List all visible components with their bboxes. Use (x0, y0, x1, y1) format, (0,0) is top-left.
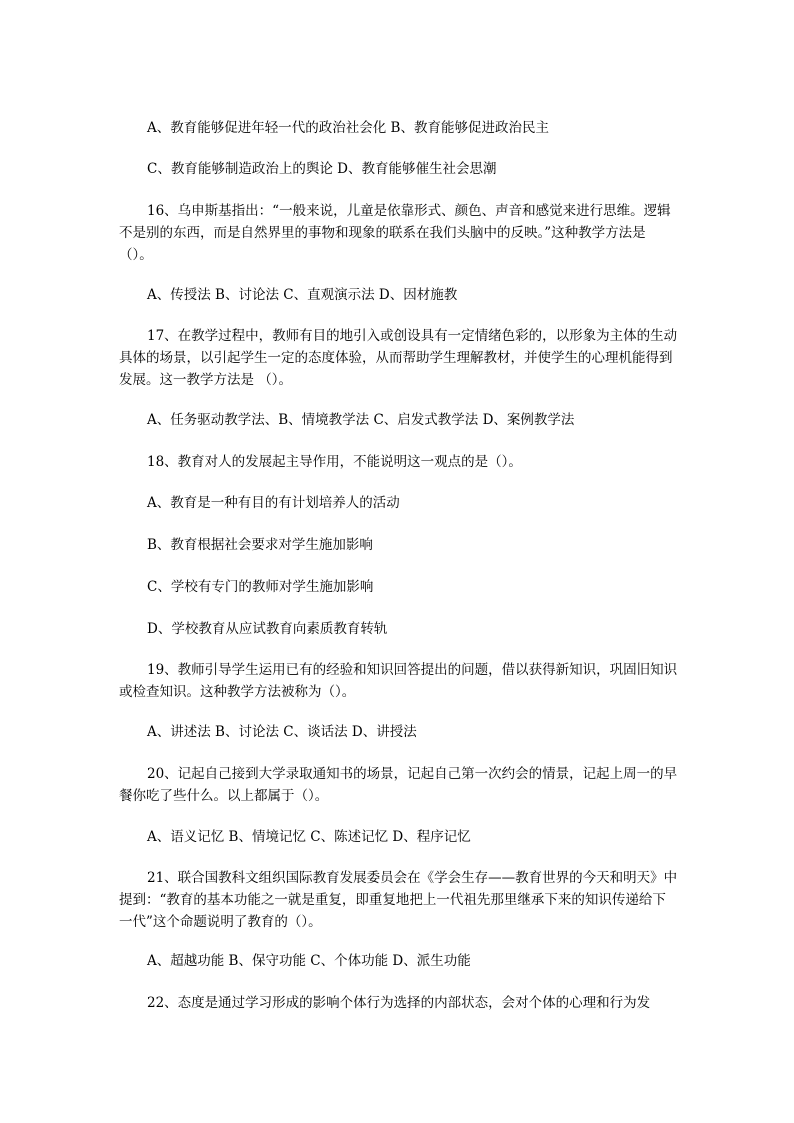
question-22: 22、态度是通过学习形成的影响个体行为选择的内部状态，会对个体的心理和行为发 (147, 995, 651, 1011)
option-line: A、任务驱动教学法、B、情境教学法 C、启发式教学法 D、案例教学法 (147, 412, 575, 428)
question-20: 20、记起自己接到大学录取通知书的场景，记起自己第一次约会的情景，记起上周一的早餐你吃了些什么。以上都属于（）。 (119, 766, 678, 804)
option-line: C、学校有专门的教师对学生施加影响 (147, 579, 374, 595)
option-line: A、教育是一种有目的有计划培养人的活动 (147, 495, 400, 511)
question-17: 17、在教学过程中，教师有目的地引入或创设具有一定情绪色彩的，以形象为主体的生动具体的场景，以引起学生一定的态度体验，从而帮助学生理解教材，并使学生的心理机能得到发展。这一教学方法是 （）。 (119, 328, 678, 388)
option-line: C、教育能够制造政治上的舆论 D、教育能够催生社会思潮 (147, 161, 497, 177)
option-line: A、教育能够促进年轻一代的政治社会化 B、教育能够促进政治民主 (147, 120, 549, 136)
option-line: A、语义记忆 B、情境记忆 C、陈述记忆 D、程序记忆 (147, 829, 471, 845)
question-16: 16、乌申斯基指出：“一般来说，儿童是依靠形式、颜色、声音和感觉来进行思维。逻辑不是别的东西，而是自然界里的事物和现象的联系在我们头脑中的反映。”这种教学方法是（）。 (119, 203, 671, 263)
question-19: 19、教师引导学生运用已有的经验和知识回答提出的问题，借以获得新知识，巩固旧知识或检查知识。这种教学方法被称为（）。 (119, 662, 678, 700)
question-18: 18、教育对人的发展起主导作用，不能说明这一观点的是（）。 (147, 454, 522, 470)
option-line: D、学校教育从应试教育向素质教育转轨 (147, 621, 388, 637)
option-line: A、超越功能 B、保守功能 C、个体功能 D、派生功能 (147, 953, 471, 969)
option-line: A、讲述法 B、讨论法 C、谈话法 D、讲授法 (147, 724, 417, 740)
question-21: 21、联合国教科文组织国际教育发展委员会在《学会生存——教育世界的今天和明天》中提到：“教育的基本功能之一就是重复，即重复地把上一代祖先那里继承下来的知识传递给下一代”这个命题说明了教育的（）。 (119, 870, 678, 930)
option-line: A、传授法 B、讨论法 C、直观演示法 D、因材施教 (147, 287, 458, 303)
option-line: B、教育根据社会要求对学生施加影响 (147, 537, 373, 553)
